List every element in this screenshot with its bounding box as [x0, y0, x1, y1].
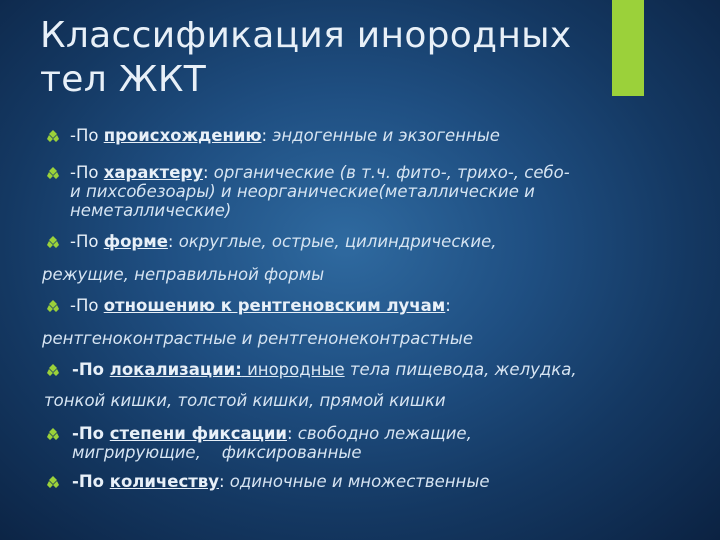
diamond-bullet-icon: [46, 299, 60, 313]
item-prefix: -По: [72, 424, 110, 443]
diamond-bullet-icon: [46, 166, 60, 180]
diamond-bullet-icon: [46, 427, 60, 441]
item-key: форме: [103, 232, 168, 251]
item-value-line-2: и пихсобезоары) и неорганические(металлические и: [70, 182, 535, 201]
item-value: эндогенные и экзогенные: [267, 126, 500, 145]
item-key: происхождению: [103, 126, 262, 145]
item-colon: :: [219, 472, 225, 491]
item-prefix: -По: [70, 163, 104, 182]
diamond-bullet-icon: [46, 235, 60, 249]
title-line-2: тел ЖКТ: [40, 59, 206, 100]
item-key: локализации:: [109, 360, 242, 379]
item-value-line-3: неметаллические): [70, 201, 232, 220]
item-prefix: -По: [70, 232, 104, 251]
item-key: степени фиксации: [109, 424, 287, 443]
title-line-1: Классификация инородных: [40, 15, 572, 56]
diamond-bullet-icon: [46, 129, 60, 143]
item-value: свободно лежащие,: [292, 424, 472, 443]
item-value-line-2: рентгеноконтрастные и рентгенонеконтрастные: [42, 329, 473, 348]
item-value: одиночные и множественные: [224, 472, 490, 491]
diamond-bullet-icon: [46, 363, 60, 377]
item-prefix: -По: [72, 472, 110, 491]
item-key: отношению к рентгеновским лучам: [103, 296, 446, 315]
item-value-line-2: мигрирующие, фиксированные: [72, 443, 362, 462]
item-value: тела пищевода, желудка,: [344, 360, 577, 379]
item-prefix: -По: [70, 296, 104, 315]
item-value: органические (в т.ч. фито-, трихо-, себо-: [208, 163, 570, 182]
slide-title: [40, 14, 620, 102]
item-key: характеру: [103, 163, 203, 182]
item-value-line-2: режущие, неправильной формы: [42, 265, 325, 284]
item-colon: :: [261, 126, 268, 145]
item-colon: :: [445, 296, 451, 315]
item-value: округлые, острые, цилиндрические,: [173, 232, 497, 251]
item-colon: :: [167, 232, 174, 251]
item-prefix: -По: [72, 360, 110, 379]
item-value-underlined: инородные: [241, 360, 345, 379]
item-colon: :: [202, 163, 209, 182]
item-prefix: -По: [70, 126, 104, 145]
diamond-bullet-icon: [46, 475, 60, 489]
item-value-line-2: тонкой кишки, толстой кишки, прямой кишки: [44, 391, 446, 410]
item-colon: :: [286, 424, 293, 443]
item-key: количеству: [109, 472, 219, 491]
